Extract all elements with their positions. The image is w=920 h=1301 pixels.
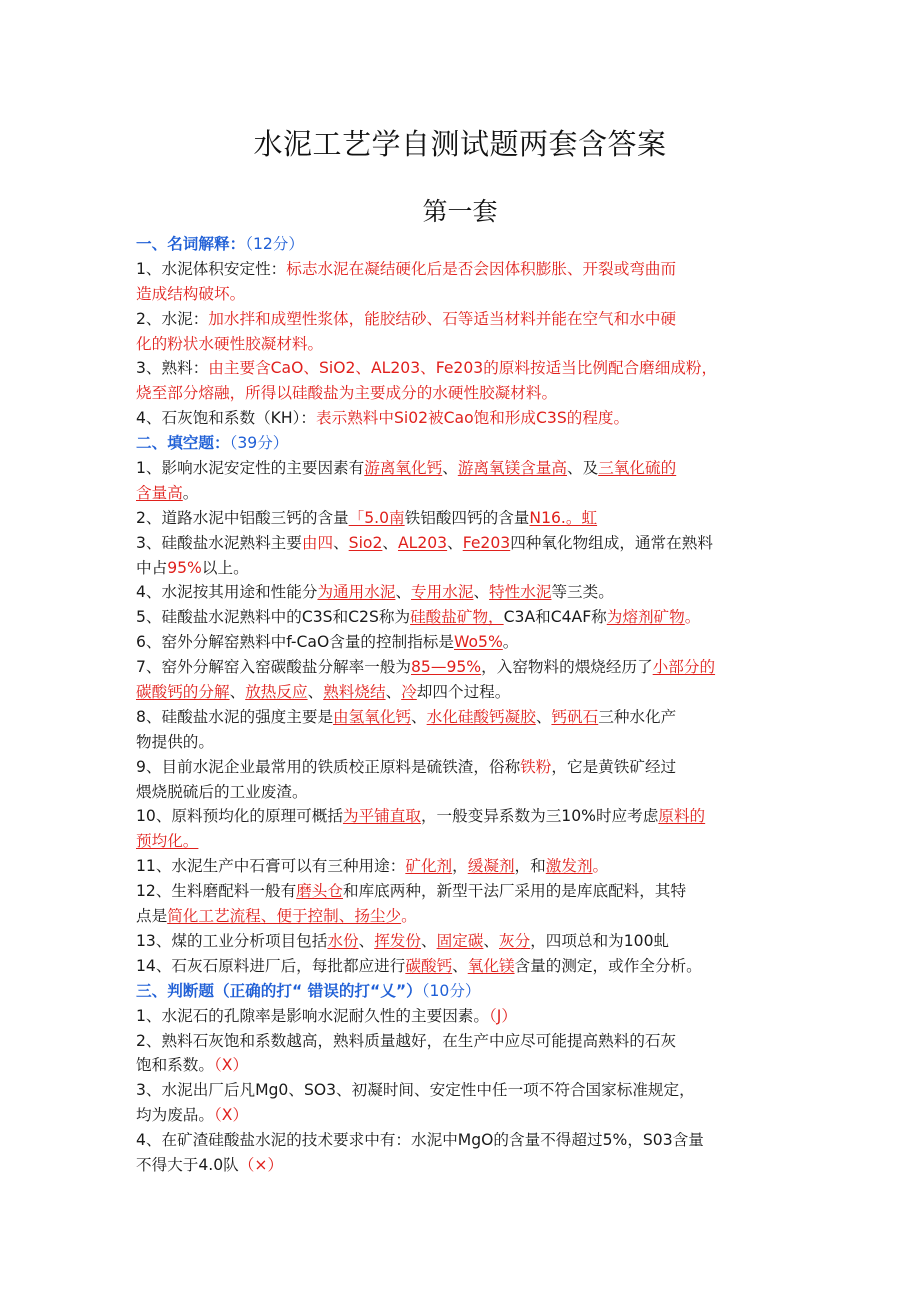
answer-text: 。 [684, 608, 701, 627]
document-body [136, 232, 788, 1178]
answer-text: 由四 [301, 533, 334, 552]
answer-text: ） [267, 1155, 284, 1174]
question-text: ，四项总和为100虬 [530, 931, 670, 950]
question-text: 含量的测定，或作全分析。 [514, 956, 702, 975]
answer-text: 简化工艺流程、便于控制、扬尘少 [167, 907, 402, 926]
answer-text: 缓凝剂 [467, 857, 515, 876]
answer-text: （ [238, 1155, 255, 1174]
answer-text: 硅酸盐矿物， [410, 608, 504, 627]
question-text: 以上。 [201, 558, 249, 577]
question-text: 7、窑外分解窑入窑碳酸盐分解率一般为 [136, 658, 412, 677]
question-text: 6、窑外分解窑熟料中f-CaO含量的控制指标是 [136, 633, 454, 652]
question-text: 、 [473, 583, 490, 602]
question-text: 却四个过程。 [416, 683, 511, 702]
question-text: 均为废品。 [136, 1106, 214, 1125]
answer-text: 冷 [401, 683, 417, 702]
answer-text: 氧化镁 [467, 956, 515, 975]
question-text: 1、影响水泥安定性的主要因素有 [136, 459, 365, 478]
text-line [136, 1029, 788, 1054]
text-line [136, 506, 788, 531]
text-line [136, 531, 788, 556]
question-text: 二、填空题： [136, 434, 230, 453]
question-text: 不得大于4.0队 [136, 1155, 239, 1174]
answer-text: 固定碳 [436, 931, 484, 950]
text-line [136, 282, 788, 307]
answer-text: 挥发份 [374, 931, 421, 950]
question-text: 2、道路水泥中铝酸三钙的含量 [136, 508, 349, 527]
text-line [136, 1053, 788, 1078]
answer-text: 矿化剂 [405, 857, 453, 876]
question-text: 、 [483, 931, 499, 950]
question-text: 12、生料磨配料一般有 [136, 882, 297, 901]
answer-text: N16.。虹 [529, 508, 598, 527]
answer-text: 放热反应 [245, 683, 308, 702]
question-text: 四种氧化物组成，通常在熟料 [510, 533, 713, 552]
question-text: 、 [307, 683, 324, 702]
text-line [136, 680, 788, 705]
answer-text: 特性水泥 [489, 583, 552, 602]
question-text: 14、石灰石原料进厂后，每批都应进行 [136, 956, 406, 975]
text-line [136, 804, 788, 829]
question-text: 、 [333, 533, 349, 552]
answer-text: 「5.0南 [348, 508, 405, 527]
question-text: 铁铝酸四钙的含量 [404, 508, 530, 527]
answer-text: 灰分 [499, 931, 531, 950]
answer-text: （X） [213, 1106, 249, 1125]
question-text: 、 [395, 583, 412, 602]
answer-text: 为熔剂矿物 [606, 608, 685, 627]
answer-text: 水化硅酸钙凝胶 [426, 707, 536, 726]
answer-text: 三氧化硫的 [598, 459, 677, 478]
answer-text: （J） [488, 1006, 517, 1025]
text-line [136, 580, 788, 605]
text-line [136, 655, 788, 680]
answer-text: 标志水泥在凝结硬化后是否会因体积膨胀、开裂或弯曲而 [286, 259, 677, 278]
answer-text: 95% [167, 558, 202, 577]
text-line [136, 755, 788, 780]
text-line [136, 1153, 788, 1178]
question-text: 。 [182, 483, 199, 502]
text-line [136, 332, 788, 357]
question-text: 、 [442, 459, 458, 478]
text-line [136, 556, 788, 581]
question-text: 3、熟料： [136, 359, 209, 378]
text-line [136, 730, 788, 755]
section-heading [136, 431, 788, 456]
question-text: 4、水泥按其用途和性能分 [136, 583, 318, 602]
answer-text: 加水拌和成塑性浆体，能胶结砂、石等适当材料并能在空气和水中硬 [208, 309, 677, 328]
answer-text: 专用水泥 [411, 583, 474, 602]
answer-text: 85—95% [411, 658, 482, 677]
answer-text: 为通用水泥 [317, 583, 396, 602]
text-line [136, 1004, 788, 1029]
text-line [136, 630, 788, 655]
question-text: 、 [535, 707, 552, 726]
question-text: 2、水泥： [136, 309, 209, 328]
question-text: 4、石灰饱和系数（KH）： [136, 409, 317, 428]
question-text: 3、水泥出厂后凡Mg0、SO3、初凝时间、安定性中任一项不符合国家标准规定， [136, 1081, 695, 1100]
question-text: 4、在矿渣硅酸盐水泥的技术要求中有：水泥中MgO的含量不得超过5%，S03含量 [136, 1131, 704, 1150]
answer-text: Fe203 [462, 533, 511, 552]
question-text: 5、硅酸盐水泥熟料中的C3S和C2S称为 [136, 608, 411, 627]
answer-text: 化的粉状水硬性胶凝材料。 [136, 334, 324, 353]
question-text: 等三类。 [551, 583, 614, 602]
question-text: 9、目前水泥企业最常用的铁质校正原料是硫铁渣，俗称 [136, 757, 521, 776]
answer-text: 激发剂 [545, 857, 593, 876]
answer-text: 游离氧化钙 [364, 459, 443, 478]
text-line [136, 780, 788, 805]
question-text: 、 [420, 931, 437, 950]
text-line [136, 1078, 788, 1103]
question-text: 中占 [136, 558, 168, 577]
answer-text: 磨头仓 [296, 882, 343, 901]
question-text: 三种水化产 [598, 707, 677, 726]
question-text: 、 [447, 533, 463, 552]
text-line [136, 929, 788, 954]
question-text: 、 [229, 683, 246, 702]
answer-text: 为平铺直取 [342, 807, 421, 826]
answer-text: 碳酸钙的分解 [136, 683, 230, 702]
answer-text: （X） [213, 1056, 249, 1075]
question-text: 、 [358, 931, 375, 950]
question-text: 10、原料预均化的原理可概括 [136, 807, 343, 826]
text-line [136, 954, 788, 979]
question-text: 一、名词解释： [136, 235, 246, 253]
answer-text: 游离氧镁含量高 [457, 459, 567, 478]
question-text: 。 [502, 633, 519, 652]
text-line [136, 307, 788, 332]
answer-text: 水份 [327, 931, 359, 950]
question-text: 13、煤的工业分析项目包括 [136, 931, 328, 950]
text-line [136, 406, 788, 431]
text-line [136, 381, 788, 406]
question-text: 、 [452, 956, 468, 975]
section-heading [136, 232, 788, 257]
question-text: ，它是黄铁矿经过 [551, 757, 677, 776]
question-text: ， [452, 857, 468, 876]
text-line [136, 481, 788, 506]
question-text: 物提供的。 [136, 732, 214, 751]
answer-text: 预均化。 [136, 832, 199, 851]
answer-text: AL203 [397, 533, 448, 552]
score-text: （39分） [229, 434, 289, 453]
answer-text: × [254, 1155, 268, 1174]
text-line [136, 879, 788, 904]
text-line [136, 456, 788, 481]
score-text: （12分） [245, 235, 304, 253]
answer-text: 烧至部分熔融，所得以硅酸盐为主要成分的水硬性胶凝材料。 [136, 384, 558, 403]
answer-text: 由氢氧化钙 [333, 707, 412, 726]
question-text: 、 [385, 683, 402, 702]
answer-text: 造成结构破坏。 [136, 284, 246, 303]
text-line [136, 829, 788, 854]
text-line [136, 605, 788, 630]
text-line [136, 1103, 788, 1128]
question-text: 和库底两种，新型干法厂采用的是库底配料，其特 [342, 882, 687, 901]
answer-text: 含量高 [136, 483, 183, 502]
answer-text: 小部分的 [652, 658, 716, 677]
answer-text: 。 [592, 857, 609, 876]
question-text: C3A和C4AF称 [503, 608, 607, 627]
answer-text: Wo5% [454, 633, 503, 652]
answer-text: Sio2 [348, 533, 383, 552]
text-line [136, 705, 788, 730]
answer-text: 表示熟料中Si02被Cao饱和形成C3S的程度。 [316, 409, 630, 428]
question-text: 、 [382, 533, 398, 552]
question-text: 2、熟料石灰饱和系数越高，熟料质量越好，在生产中应尽可能提高熟料的石灰 [136, 1031, 677, 1050]
text-line [136, 854, 788, 879]
question-text: ，入窑物料的煨烧经历了 [481, 658, 653, 677]
question-text: 8、硅酸盐水泥的强度主要是 [136, 707, 334, 726]
text-line [136, 257, 788, 282]
answer-text: 。 [401, 907, 417, 926]
question-text: 11、水泥生产中石膏可以有三种用途： [136, 857, 406, 876]
section-heading [136, 979, 788, 1004]
question-text: 、 [411, 707, 427, 726]
question-text: 错误的打“乂”） [307, 981, 422, 1000]
text-line [136, 356, 788, 381]
question-text: 煨烧脱硫后的工业废渣。 [136, 782, 308, 801]
answer-text: 由主要含CaO、SiO2、AL203、Fe203的原料按适当比例配合磨细成粉， [208, 359, 718, 378]
answer-text: 铁粉 [520, 757, 552, 776]
document-title: 水泥工艺学自测试题两套含答案 [253, 127, 667, 161]
answer-text: 熟料烧结 [323, 683, 386, 702]
document-subtitle: 第一套 [422, 197, 498, 226]
question-text: 点是 [136, 907, 168, 926]
text-line [136, 1128, 788, 1153]
score-text: （10分） [421, 981, 481, 1000]
question-text: ，一般变异系数为三10%时应考虑 [420, 807, 659, 826]
question-text: 1、水泥体积安定性： [136, 259, 287, 278]
question-text: ，和 [514, 857, 546, 876]
answer-text: 原料的 [658, 807, 706, 826]
question-text: 1、水泥石的孔隙率是影响水泥耐久性的主要因素。 [136, 1006, 489, 1025]
question-text: 饱和系数。 [136, 1056, 214, 1075]
answer-text: 碳酸钙 [405, 956, 453, 975]
text-line [136, 904, 788, 929]
question-text: 3、硅酸盐水泥熟料主要 [136, 533, 302, 552]
answer-text: 钙矾石 [551, 707, 599, 726]
question-text: 三、判断题（正确的打“ [136, 981, 303, 1000]
question-text: 、及 [567, 459, 599, 478]
